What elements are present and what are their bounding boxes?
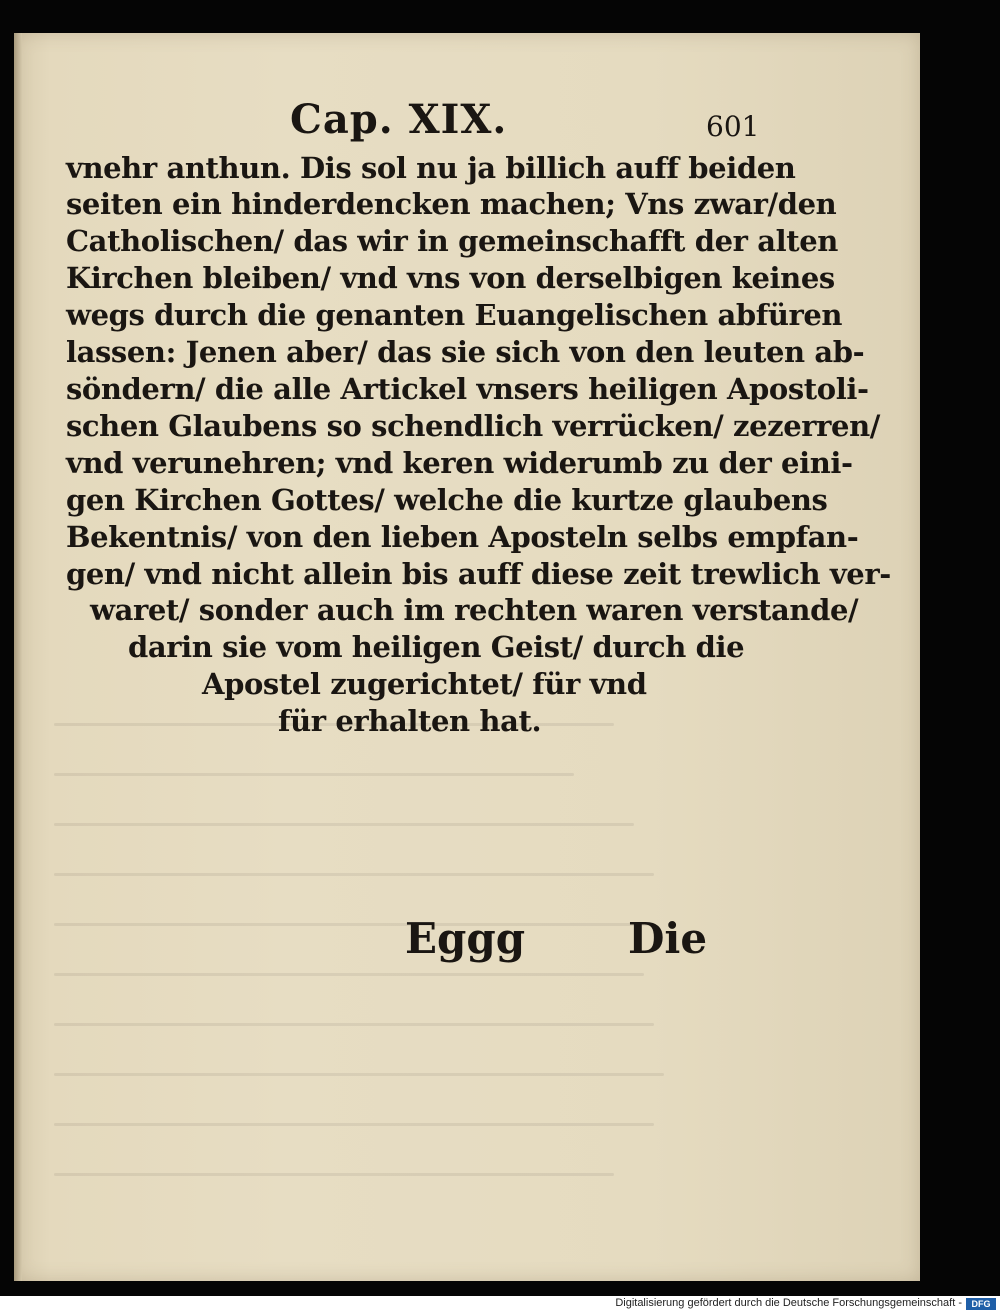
body-line: Apostel zugerichtet/ für vnd <box>202 667 647 701</box>
body-line: gen/ vnd nicht allein bis auff diese zeit trewlich ver- <box>66 557 891 591</box>
body-line: Kirchen bleiben/ vnd vns von derselbigen keines <box>66 261 835 295</box>
running-head: Cap. XIX. <box>290 96 508 143</box>
footer-credit: Digitalisierung gefördert durch die Deutsche Forschungsgemeinschaft - <box>615 1297 962 1309</box>
body-line: Catholischen/ das wir in gemeinschafft der alten <box>66 224 838 258</box>
body-line: lassen: Jenen aber/ das sie sich von den leuten ab- <box>66 335 865 369</box>
body-line: seiten ein hinderdencken machen; Vns zwar/den <box>66 187 837 221</box>
body-line: Bekentnis/ von den lieben Aposteln selbs empfan- <box>66 520 859 554</box>
body-line: wegs durch die genanten Euangelischen abfüren <box>66 298 843 332</box>
page-number: 601 <box>706 110 760 143</box>
page-binding-edge <box>14 33 22 1281</box>
signature-mark: Eggg <box>405 914 526 963</box>
body-line: gen Kirchen Gottes/ welche die kurtze glaubens <box>66 483 828 517</box>
body-line: darin sie vom heiligen Geist/ durch die <box>128 630 745 664</box>
body-line: söndern/ die alle Artickel vnsers heiligen Apostoli- <box>66 372 869 406</box>
body-line: waret/ sonder auch im rechten waren verstande/ <box>90 593 859 627</box>
catchword: Die <box>628 914 708 963</box>
body-line: vnehr anthun. Dis sol nu ja billich auff beiden <box>66 151 796 185</box>
body-line: vnd verunehren; vnd keren widerumb zu der eini- <box>66 446 853 480</box>
body-line: schen Glaubens so schendlich verrücken/ zezerren/ <box>66 409 880 443</box>
dfg-logo: DFG <box>966 1298 996 1310</box>
body-line: für erhalten hat. <box>278 704 542 738</box>
